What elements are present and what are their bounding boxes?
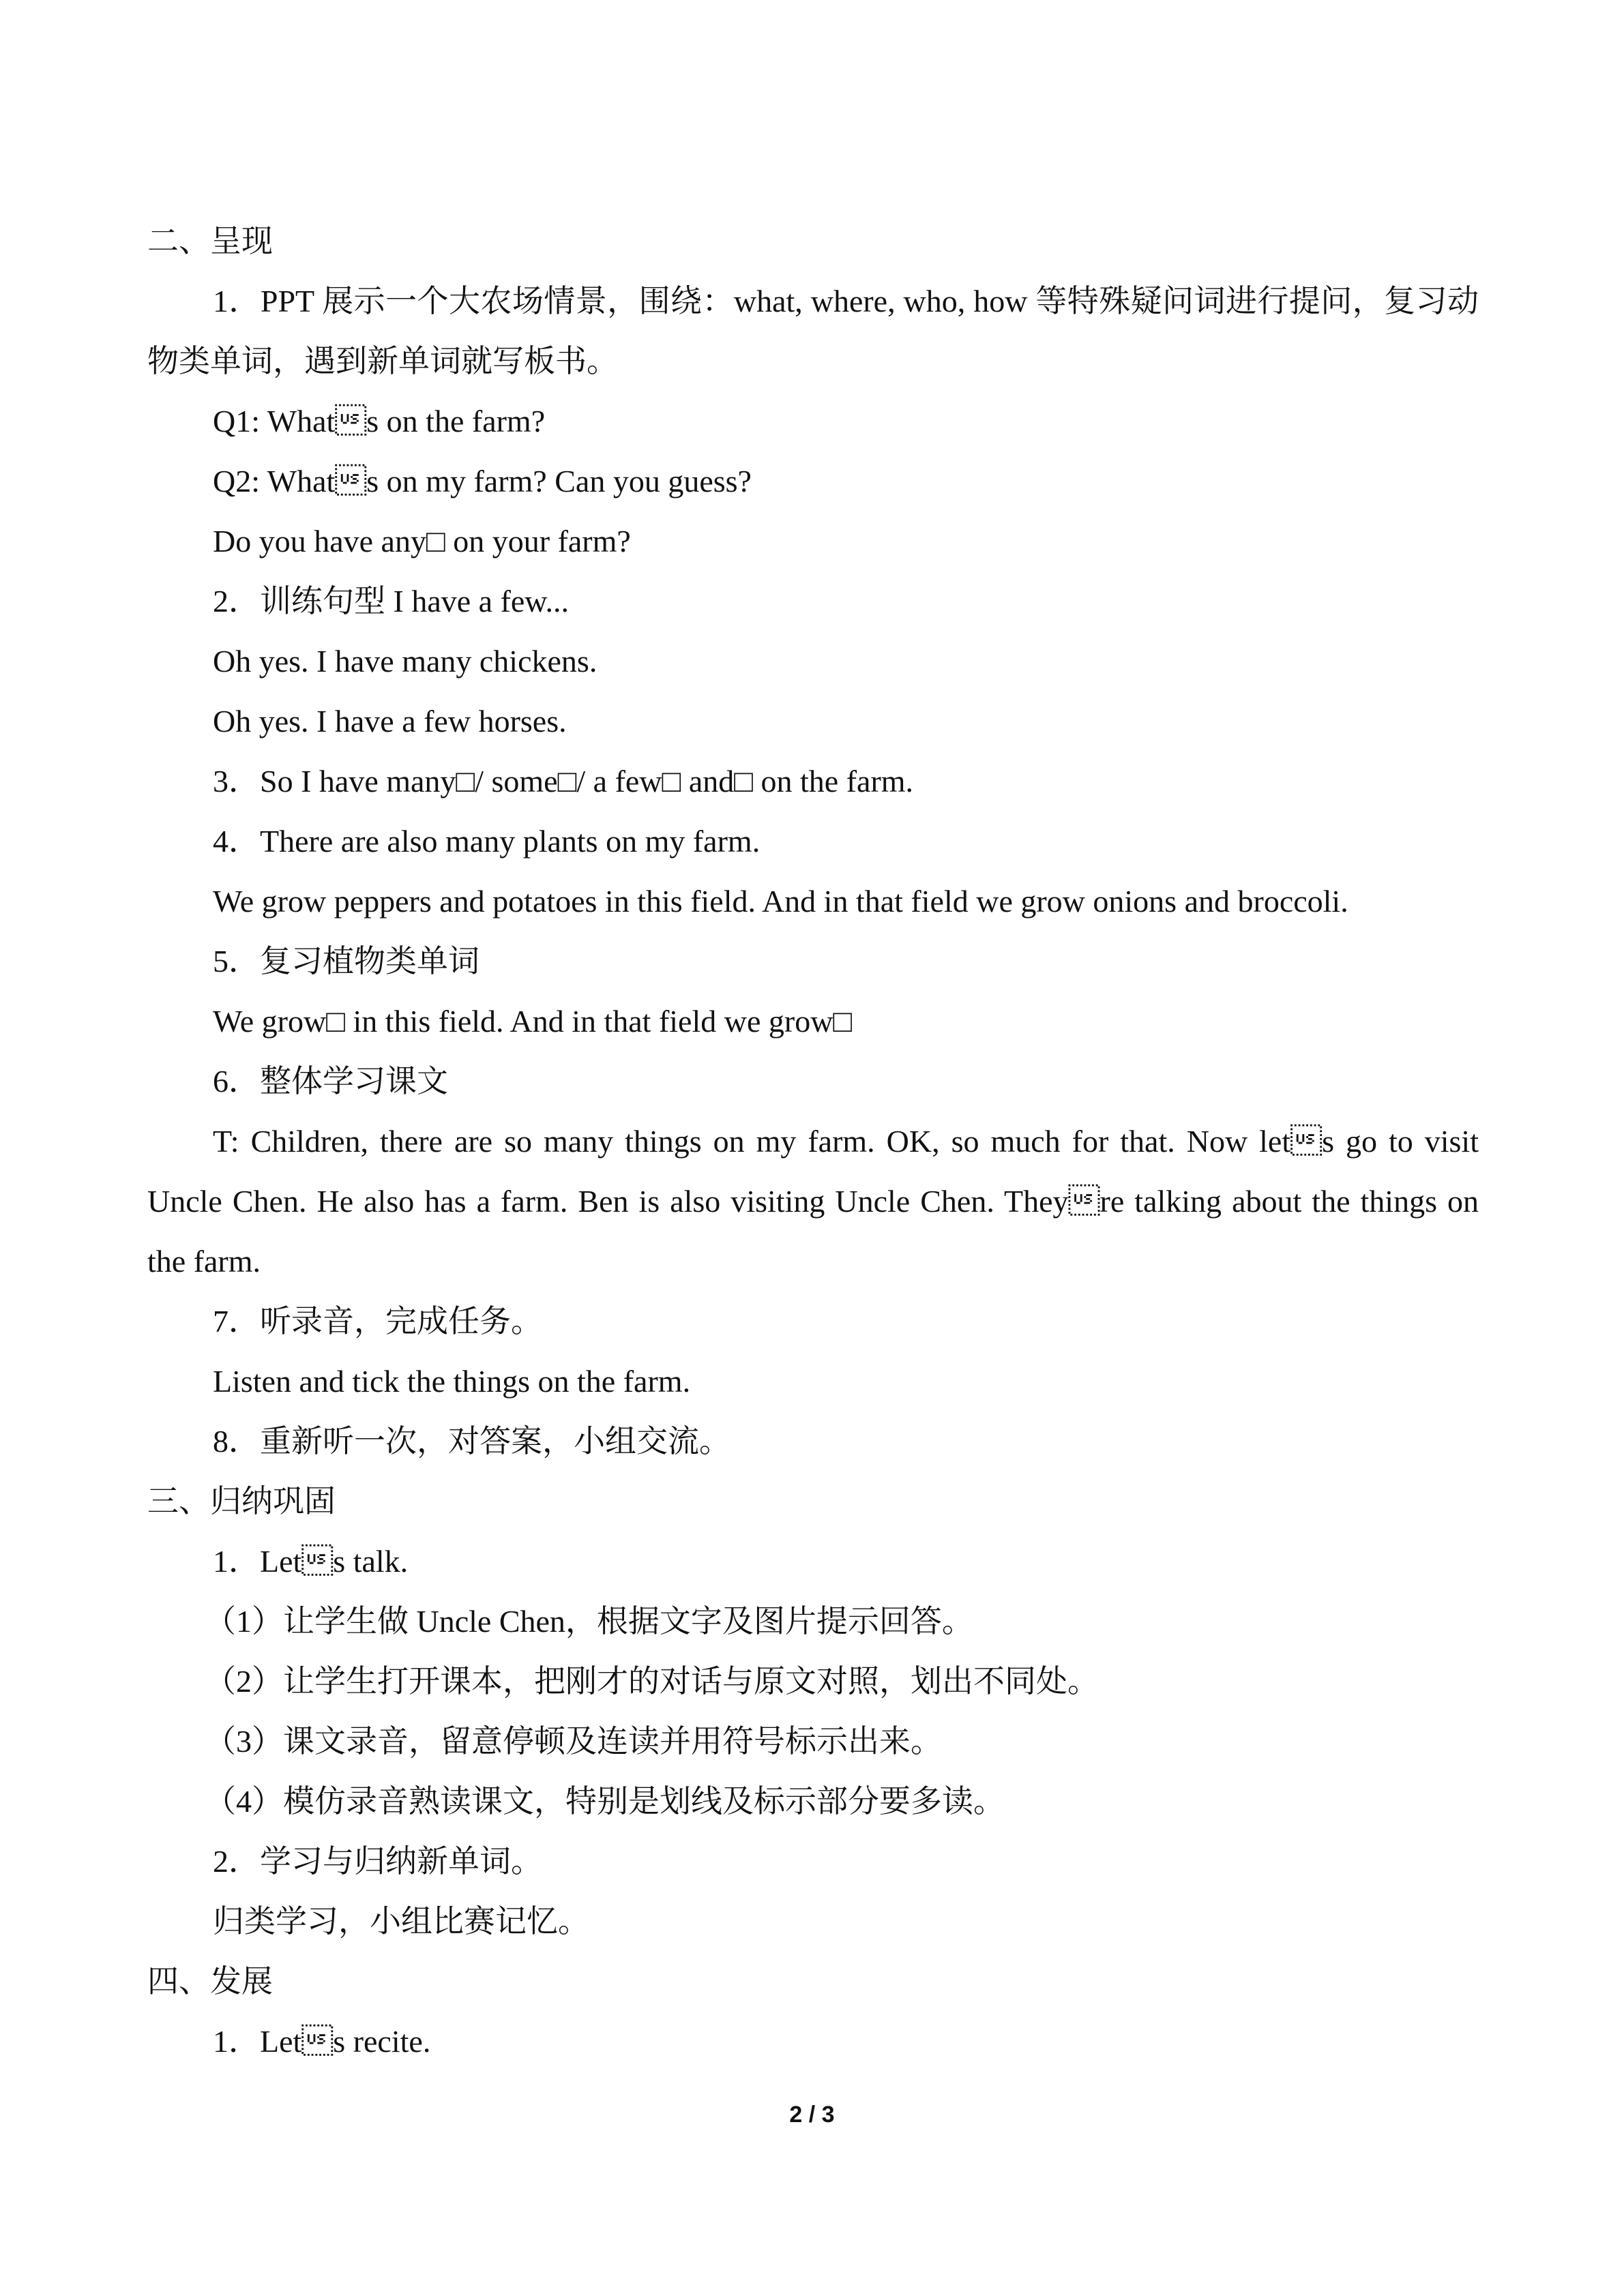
question-line: Do you have any□ on your farm? [213, 524, 631, 558]
example-sentence: Listen and tick the things on the farm. [213, 1364, 691, 1399]
numbered-item: 1．Let s talk. [213, 1544, 409, 1579]
sub-item: （1）让学生做 Uncle Chen，根据文字及图片提示回答。 [205, 1604, 973, 1639]
numbered-item: 3．So I have many□/ some□/ a few□ and□ on the farm. [213, 764, 914, 799]
numbered-item: 8．重新听一次，对答案，小组交流。 [213, 1424, 730, 1459]
sub-item: （2）让学生打开课本，把刚才的对话与原文对照，划出不同处。 [205, 1664, 1099, 1699]
example-sentence: We grow peppers and potatoes in this field. And in that field we grow onions and broccoli. [213, 884, 1348, 919]
numbered-item: 1．Let s recite. [213, 2024, 431, 2059]
paragraph-teacher-dialogue: T: Children, there are so many things on my farm. OK, so much for that. Now let s go to visit Uncle Chen. He also has a farm. Ben is also visiting Uncle Chen. They re talking about the things on the farm. [147, 1124, 1479, 1279]
numbered-item: 2．训练句型 I have a few... [213, 584, 570, 618]
numbered-item: 2．学习与归纳新单词。 [213, 1844, 542, 1879]
page-number: 2 / 3 [789, 2102, 835, 2128]
numbered-item: 4．There are also many plants on my farm. [213, 824, 761, 859]
question-line: Q2: What s on my farm? Can you guess? [213, 464, 752, 498]
example-sentence: 归类学习，小组比赛记忆。 [213, 1904, 589, 1939]
example-sentence: Oh yes. I have many chickens. [213, 644, 597, 679]
example-sentence: We grow□ in this field. And in that field we grow□ [213, 1004, 853, 1039]
paragraph-ppt-farm: 1．PPT 展示一个大农场情景，围绕：what, where, who, how 等特殊疑问词进行提问，复习动物类单词，遇到新单词就写板书。 [147, 284, 1479, 378]
document-body [147, 211, 1479, 2072]
question-line: Q1: What s on the farm? [213, 404, 546, 438]
heading-section-2: 二、呈现 [147, 224, 273, 258]
numbered-item: 7．听录音，完成任务。 [213, 1304, 542, 1339]
heading-section-3: 三、归纳巩固 [147, 1484, 336, 1519]
example-sentence: Oh yes. I have a few horses. [213, 704, 567, 739]
heading-section-4: 四、发展 [147, 1964, 273, 1999]
sub-item: （3）课文录音，留意停顿及连读并用符号标示出来。 [205, 1724, 942, 1759]
numbered-item: 5．复习植物类单词 [213, 944, 479, 979]
numbered-item: 6．整体学习课文 [213, 1064, 448, 1099]
sub-item: （4）模仿录音熟读课文，特别是划线及标示部分要多读。 [205, 1784, 1005, 1819]
